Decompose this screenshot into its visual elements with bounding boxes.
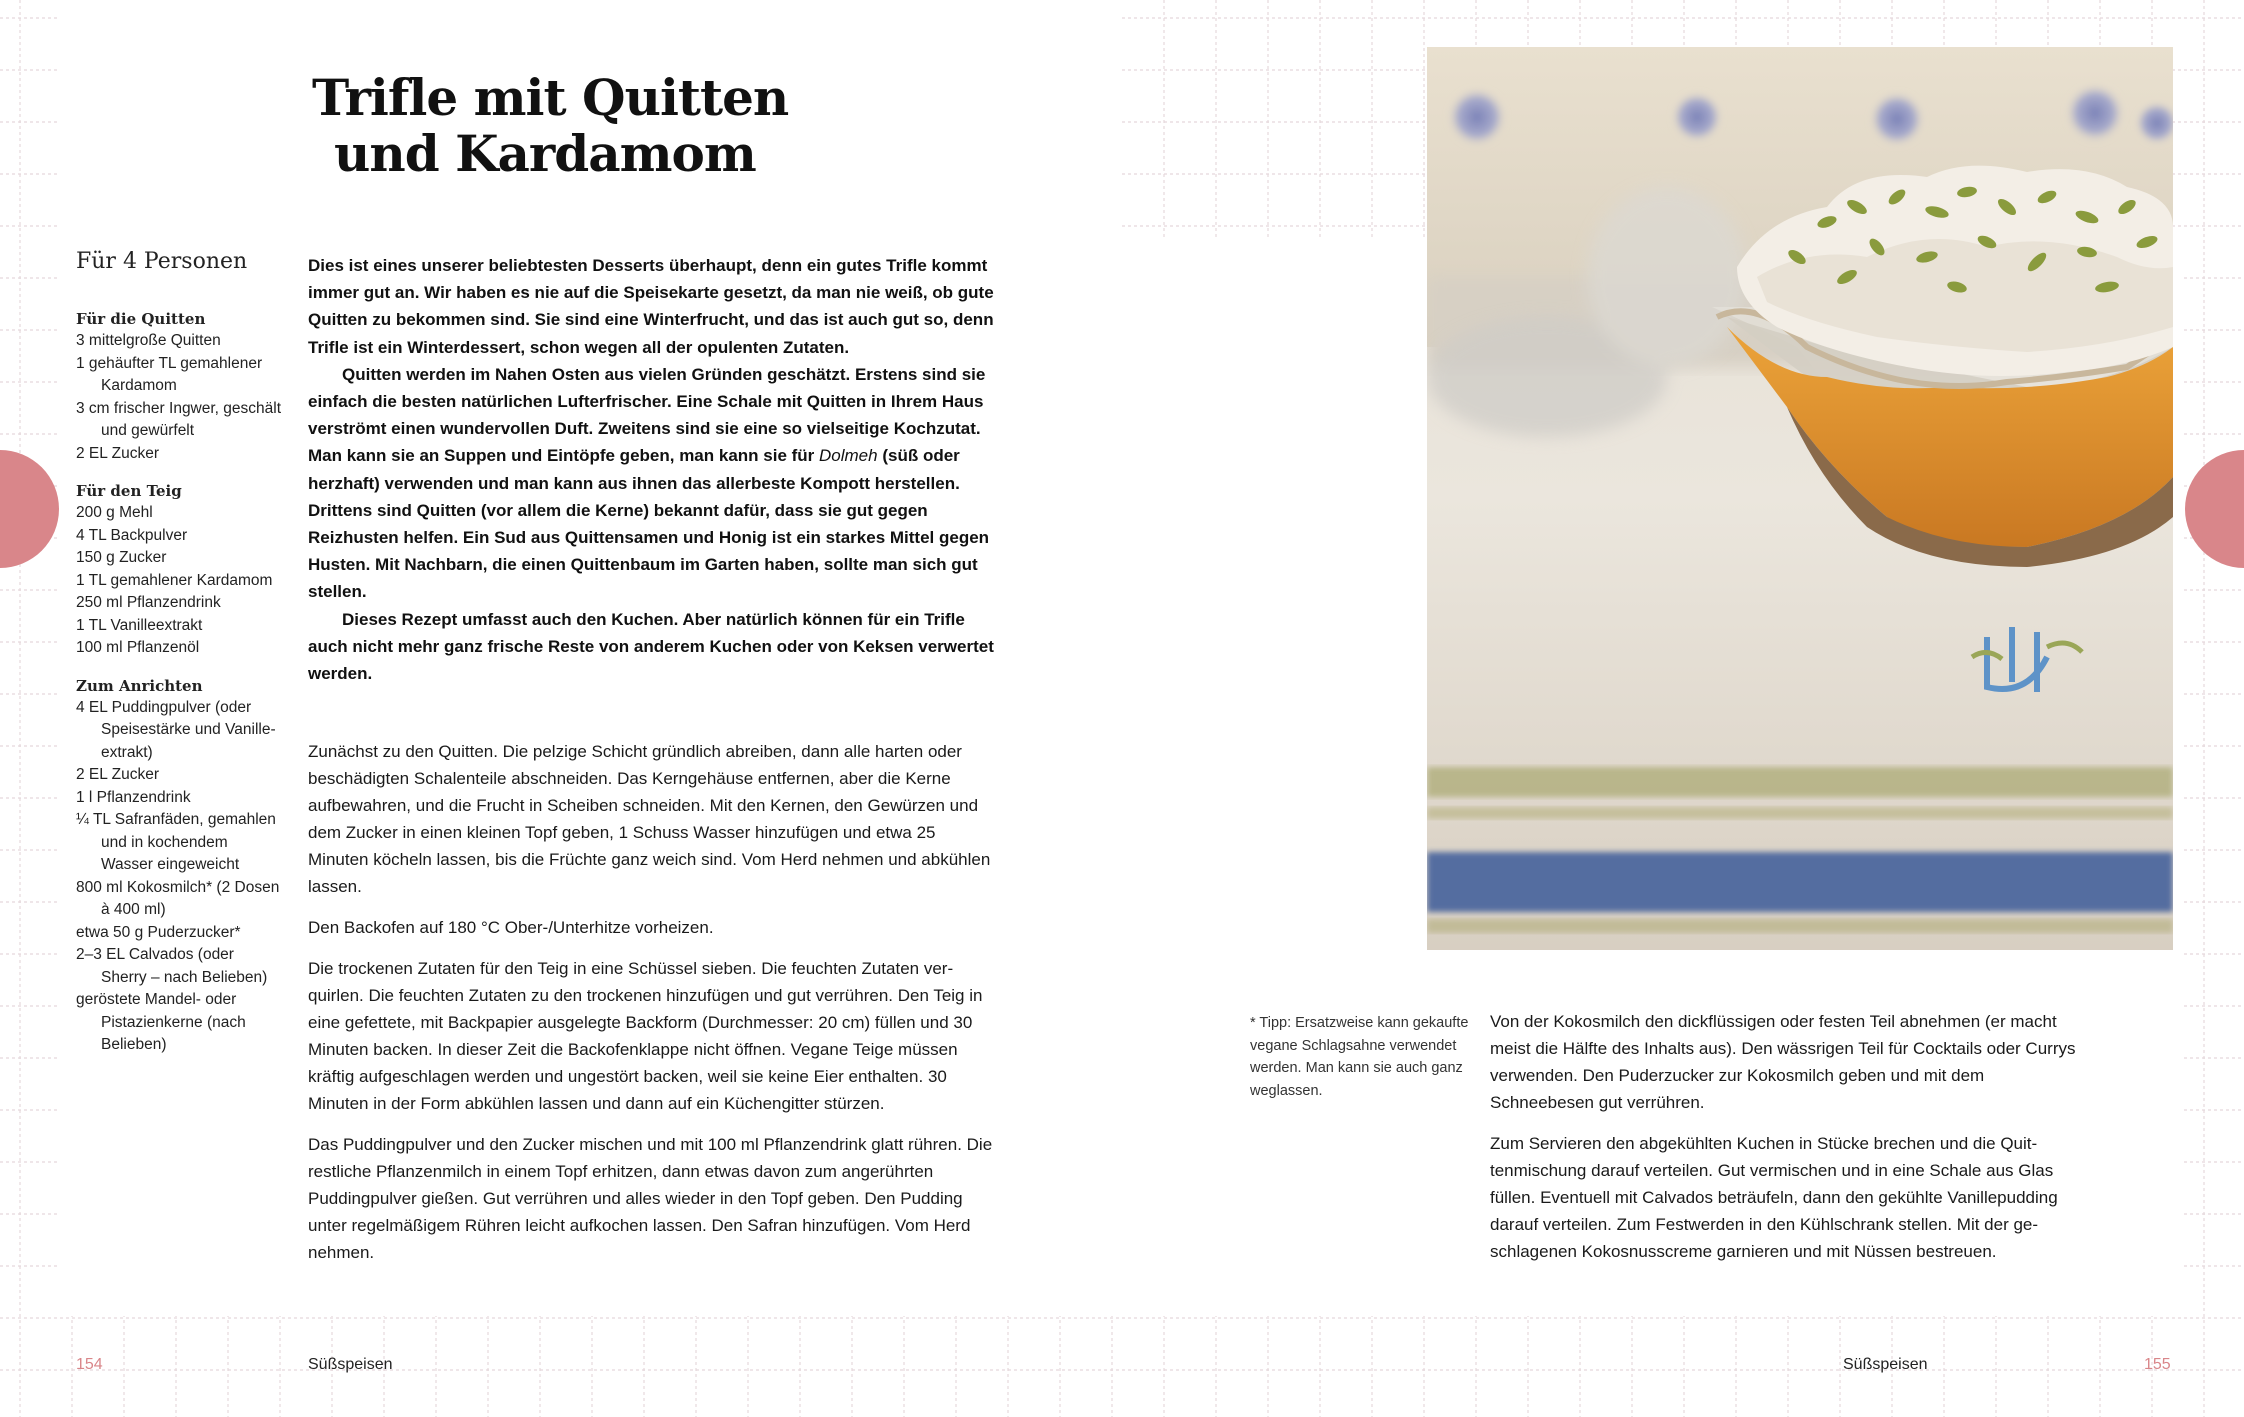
ingredients-sidebar [76,248,282,1057]
ingredient-item: etwa 50 g Puderzucker* [76,923,241,941]
ingredient-item: 150 g Zucker [76,549,167,566]
method-step: Zunächst zu den Quitten. Die pelzige Schicht gründlich abreiben, dann alle harten oder beschädigten Schalenteile abschneiden. Das Kerngehäuse entfernen, aber die Kerne aufbewahren, und die Frucht in Scheiben schneiden. Mit den Kernen, den Gewürzen und dem Zucker in einen kleinen Topf geben, 1 Schuss Wasser hinzufügen und etwa 25 Minuten köcheln lassen, bis die Früchte ganz weich sind. Vom Herd nehmen und abkühlen lassen. [308,742,991,896]
ingredient-item: 800 ml Kokosmilch* (2 Dosen à 400 ml) [76,878,280,918]
ingredient-item: 1 gehäufter TL gemahlener Kardamom [76,354,263,394]
method-steps-right [1490,1008,2090,1279]
ingredient-group-heading: Für die Quitten [76,310,206,328]
intro-paragraph: Dies ist eines unserer beliebtesten Desserts überhaupt, denn ein gutes Trifle kommt immer gut an. Wir haben es nie auf die Speisekarte gesetzt, da man nie weiß, ob gute Quitten zu bekommen sind. Sie sind eine Winterfrucht, und das ist auch gut so, denn Trifle ist ein Winterdessert, schon wegen all der opulenten Zutaten. [308,256,994,357]
ingredient-group-heading: Zum Anrichten [76,676,203,695]
ingredient-item: geröstete Mandel- oder Pistazienkerne (nach Belieben) [76,991,246,1053]
intro-paragraph [308,361,996,606]
method-step: Zum Servieren den abgekühlten Kuchen in Stücke brechen und die Quittenmischung darauf verteilen. Gut vermischen und in eine Schale aus Glas füllen. Eventuell mit Calvados beträufeln, dann den gekühlte Vanillepudding darauf verteilen. Zum Festwerden in den Kühlschrank stellen. Mit der geschlagenen Kokosnusscreme garnieren und mit Nüssen bestreuen. [1490,1134,2058,1261]
ingredient-groups [76,308,282,1057]
ingredient-item: 250 ml Pflanzendrink [76,594,221,611]
page-number-right: 155 [2144,1356,2171,1373]
ingredient-item: 1 TL Vanilleextrakt [76,616,203,634]
ingredient-item: 3 cm frischer Ingwer, geschält und gewürfelt [76,399,282,439]
intro-text: (süß oder herzhaft) verwenden und man kann aus ihnen das allerbeste Kompott herstellen. Drittens sind Quitten (vor allem die Kerne) bekannt dafür, dass sie gut gegen Reizhusten helfen. Ein Sud aus Quittensamen und Honig ist ein starkes Mittel gegen Husten. Mit Nachbarn, die einen Quittenbaum im Garten haben, sollte man sich gut stellen. [308,446,990,602]
page-number-left: 154 [76,1356,103,1373]
ingredient-item: 100 ml Pflanzenöl [76,639,200,656]
ingredient-item: 200 g Mehl [76,504,153,521]
ingredient-group-heading: Für den Teig [76,482,182,500]
ingredient-item: 2 EL Zucker [76,444,159,462]
ingredient-item: 2–3 EL Calvados (oder Sherry – nach Belieben) [76,946,268,986]
ingredient-item: 4 EL Puddingpulver (oder Speisestärke und Vanilleextrakt) [76,698,276,761]
section-label-left: Süßspeisen [308,1356,393,1373]
ingredient-item: ¼ TL Safranfäden, gemahlen und in kochendem Wasser eingeweicht [76,811,276,873]
ingredient-item: 1 l Pflanzendrink [76,788,191,806]
method-step: Den Backofen auf 180 °C Ober-/Unterhitze vorheizen. [308,918,714,937]
dish-name: Dolmeh [819,446,878,466]
intro-text: Quitten werden im Nahen Osten aus vielen Gründen geschätzt. Erstens sind sie einfach die besten natürlichen Lufterfrischer. Eine Schale mit Quitten in Ihrem Haus verströmt einen wundervollen Duft. Zweitens sind sie eine so vielseitige Kochzutat. Man kann sie an Suppen und Eintöpfe geben, man kann sie für [308,364,986,466]
method-steps-left [308,738,998,1280]
intro-paragraph: Dieses Rezept umfasst auch den Kuchen. Aber natürlich können für ein Trifle auch nicht mehr ganz frische Reste von anderem Kuchen oder von Keksen verwertet werden. [308,609,994,684]
ingredient-item: 1 TL gemahlener Kardamom [76,571,273,589]
recipe-title [312,70,932,182]
ingredient-item: 2 EL Zucker [76,766,159,783]
method-step: Die trockenen Zutaten für den Teig in eine Schüssel sieben. Die feuchten Zutaten verquirlen. Die feuchten Zutaten zu den trockenen hinzufügen und gut verrühren. Den Teig in eine gefettete, mit Backpapier ausgelegte Backform (Durchmesser: 20 cm) füllen und 30 Minuten backen. In dieser Zeit die Backofenklappe nicht öffnen. Vegane Teige müssen kräftig aufgeschlagen werden und ungestört backen, weil sie keine Eier enthalten. 30 Minuten in der Form abkühlen lassen und dann auf ein Küchengitter stürzen. [308,959,983,1113]
ingredient-item: 3 mittelgroße Quitten [76,332,221,349]
ingredient-item: 4 TL Backpulver [76,526,188,544]
recipe-intro [308,252,996,687]
recipe-title-line-2: und Kardamom [334,124,756,183]
method-step: Von der Kokosmilch den dickflüssigen oder festen Teil abnehmen (er macht meist die Hälfte des Inhalts aus). Den wässrigen Teil für Cocktails oder Currys verwenden. Den Puderzucker zur Kokosmilch geben und mit dem Schneebesen gut verrühren. [1490,1012,2076,1112]
servings-label: Für 4 Personen [76,249,248,274]
recipe-title-line-1: Trifle mit Quitten [312,68,789,127]
trifle-photo [1427,47,2173,950]
section-label-right: Süßspeisen [1843,1356,1928,1373]
method-step: Das Puddingpulver und den Zucker mischen und mit 100 ml Pflanzendrink glatt rühren. Die restliche Pflanzenmilch in einem Topf erhitzen, dann etwas davon zum angerührten Puddingpulver gießen. Gut verrühren und alles wieder in den Topf geben. Den Pudding unter regelmäßigem Rühren leicht aufkochen lassen. Den Safran hinzufügen. Vom Herd nehmen. [308,1135,993,1262]
tip-note: * Tipp: Ersatzweise kann gekaufte vegane Schlagsahne verwendet werden. Man kann sie auch ganz weglassen. [1250,1015,1469,1099]
